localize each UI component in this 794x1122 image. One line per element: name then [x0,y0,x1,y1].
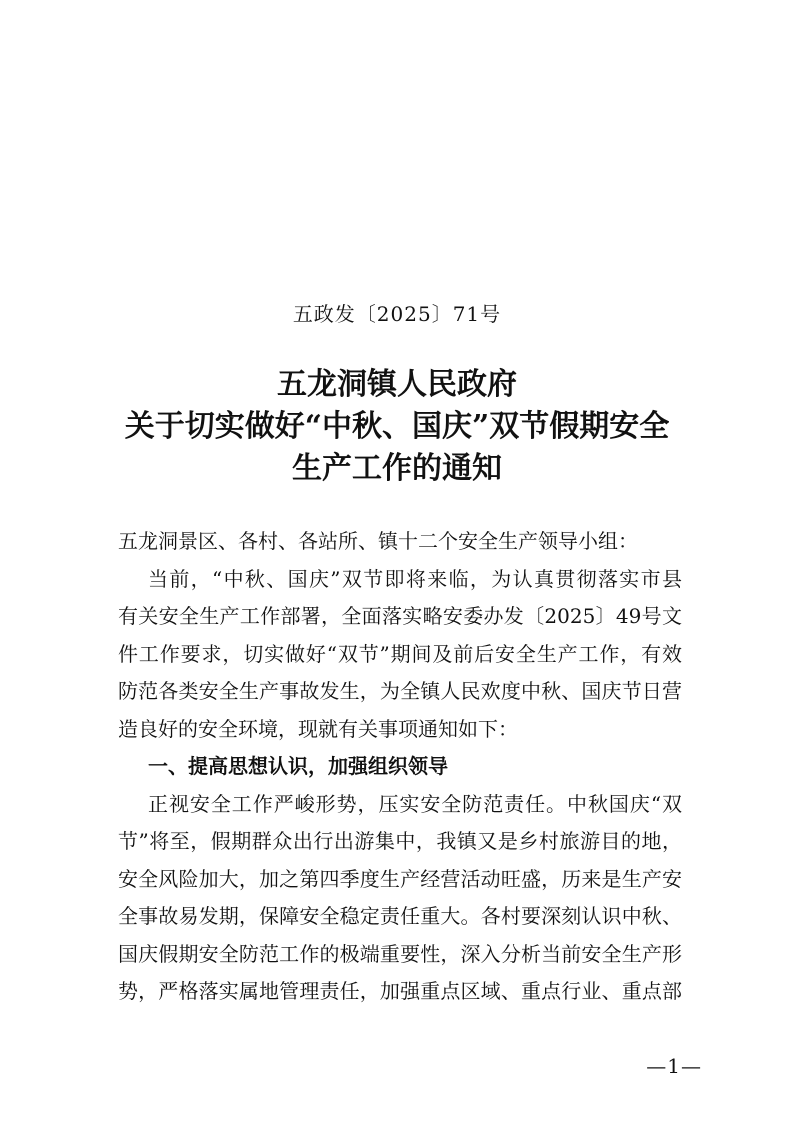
title-line: 五龙洞镇人民政府 [277,367,517,402]
document-body [118,523,682,1011]
paragraph-line: 正视安全工作严峻形势，压实安全防范责任。中秋国庆“双 [148,791,682,816]
paragraph-line: 件工作要求，切实做好“双节”期间及前后安全生产工作，有效 [118,641,682,666]
section-heading: 一、提高思想认识，加强组织领导 [148,754,448,778]
addressee: 五龙洞景区、各村、各站所、镇十二个安全生产领导小组： [118,529,638,553]
document-title [60,364,734,490]
paragraph-line: 造良好的安全环境，现就有关事项通知如下： [118,716,518,741]
paragraph-line: 势，严格落实属地管理责任，加强重点区域、重点行业、重点部 [118,979,682,1003]
paragraph-line: 国庆假期安全防范工作的极端重要性，深入分析当前安全生产形 [118,941,682,966]
paragraph-line: 防范各类安全生产事故发生，为全镇人民欢度中秋、国庆节日营 [118,679,682,703]
document-number: 五政发〔2025〕71号 [292,302,502,326]
paragraph-line: 安全风险加大，加之第四季度生产经营活动旺盛，历来是生产安 [118,866,682,891]
paragraph-line: 当前，“中秋、国庆”双节即将来临，为认真贯彻落实市县 [148,566,682,591]
paragraph-line: 节”将至，假期群众出行出游集中，我镇又是乡村旅游目的地， [118,829,682,853]
title-line: 关于切实做好“中秋、国庆”双节假期安全 [124,409,670,444]
page-number: —1— [646,1054,702,1078]
paragraph-line: 有关安全生产工作部署，全面落实略安委办发〔2025〕49号文 [118,604,682,628]
paragraph-line: 全事故易发期，保障安全稳定责任重大。各村要深刻认识中秋、 [118,904,682,928]
title-line: 生产工作的通知 [292,451,502,486]
